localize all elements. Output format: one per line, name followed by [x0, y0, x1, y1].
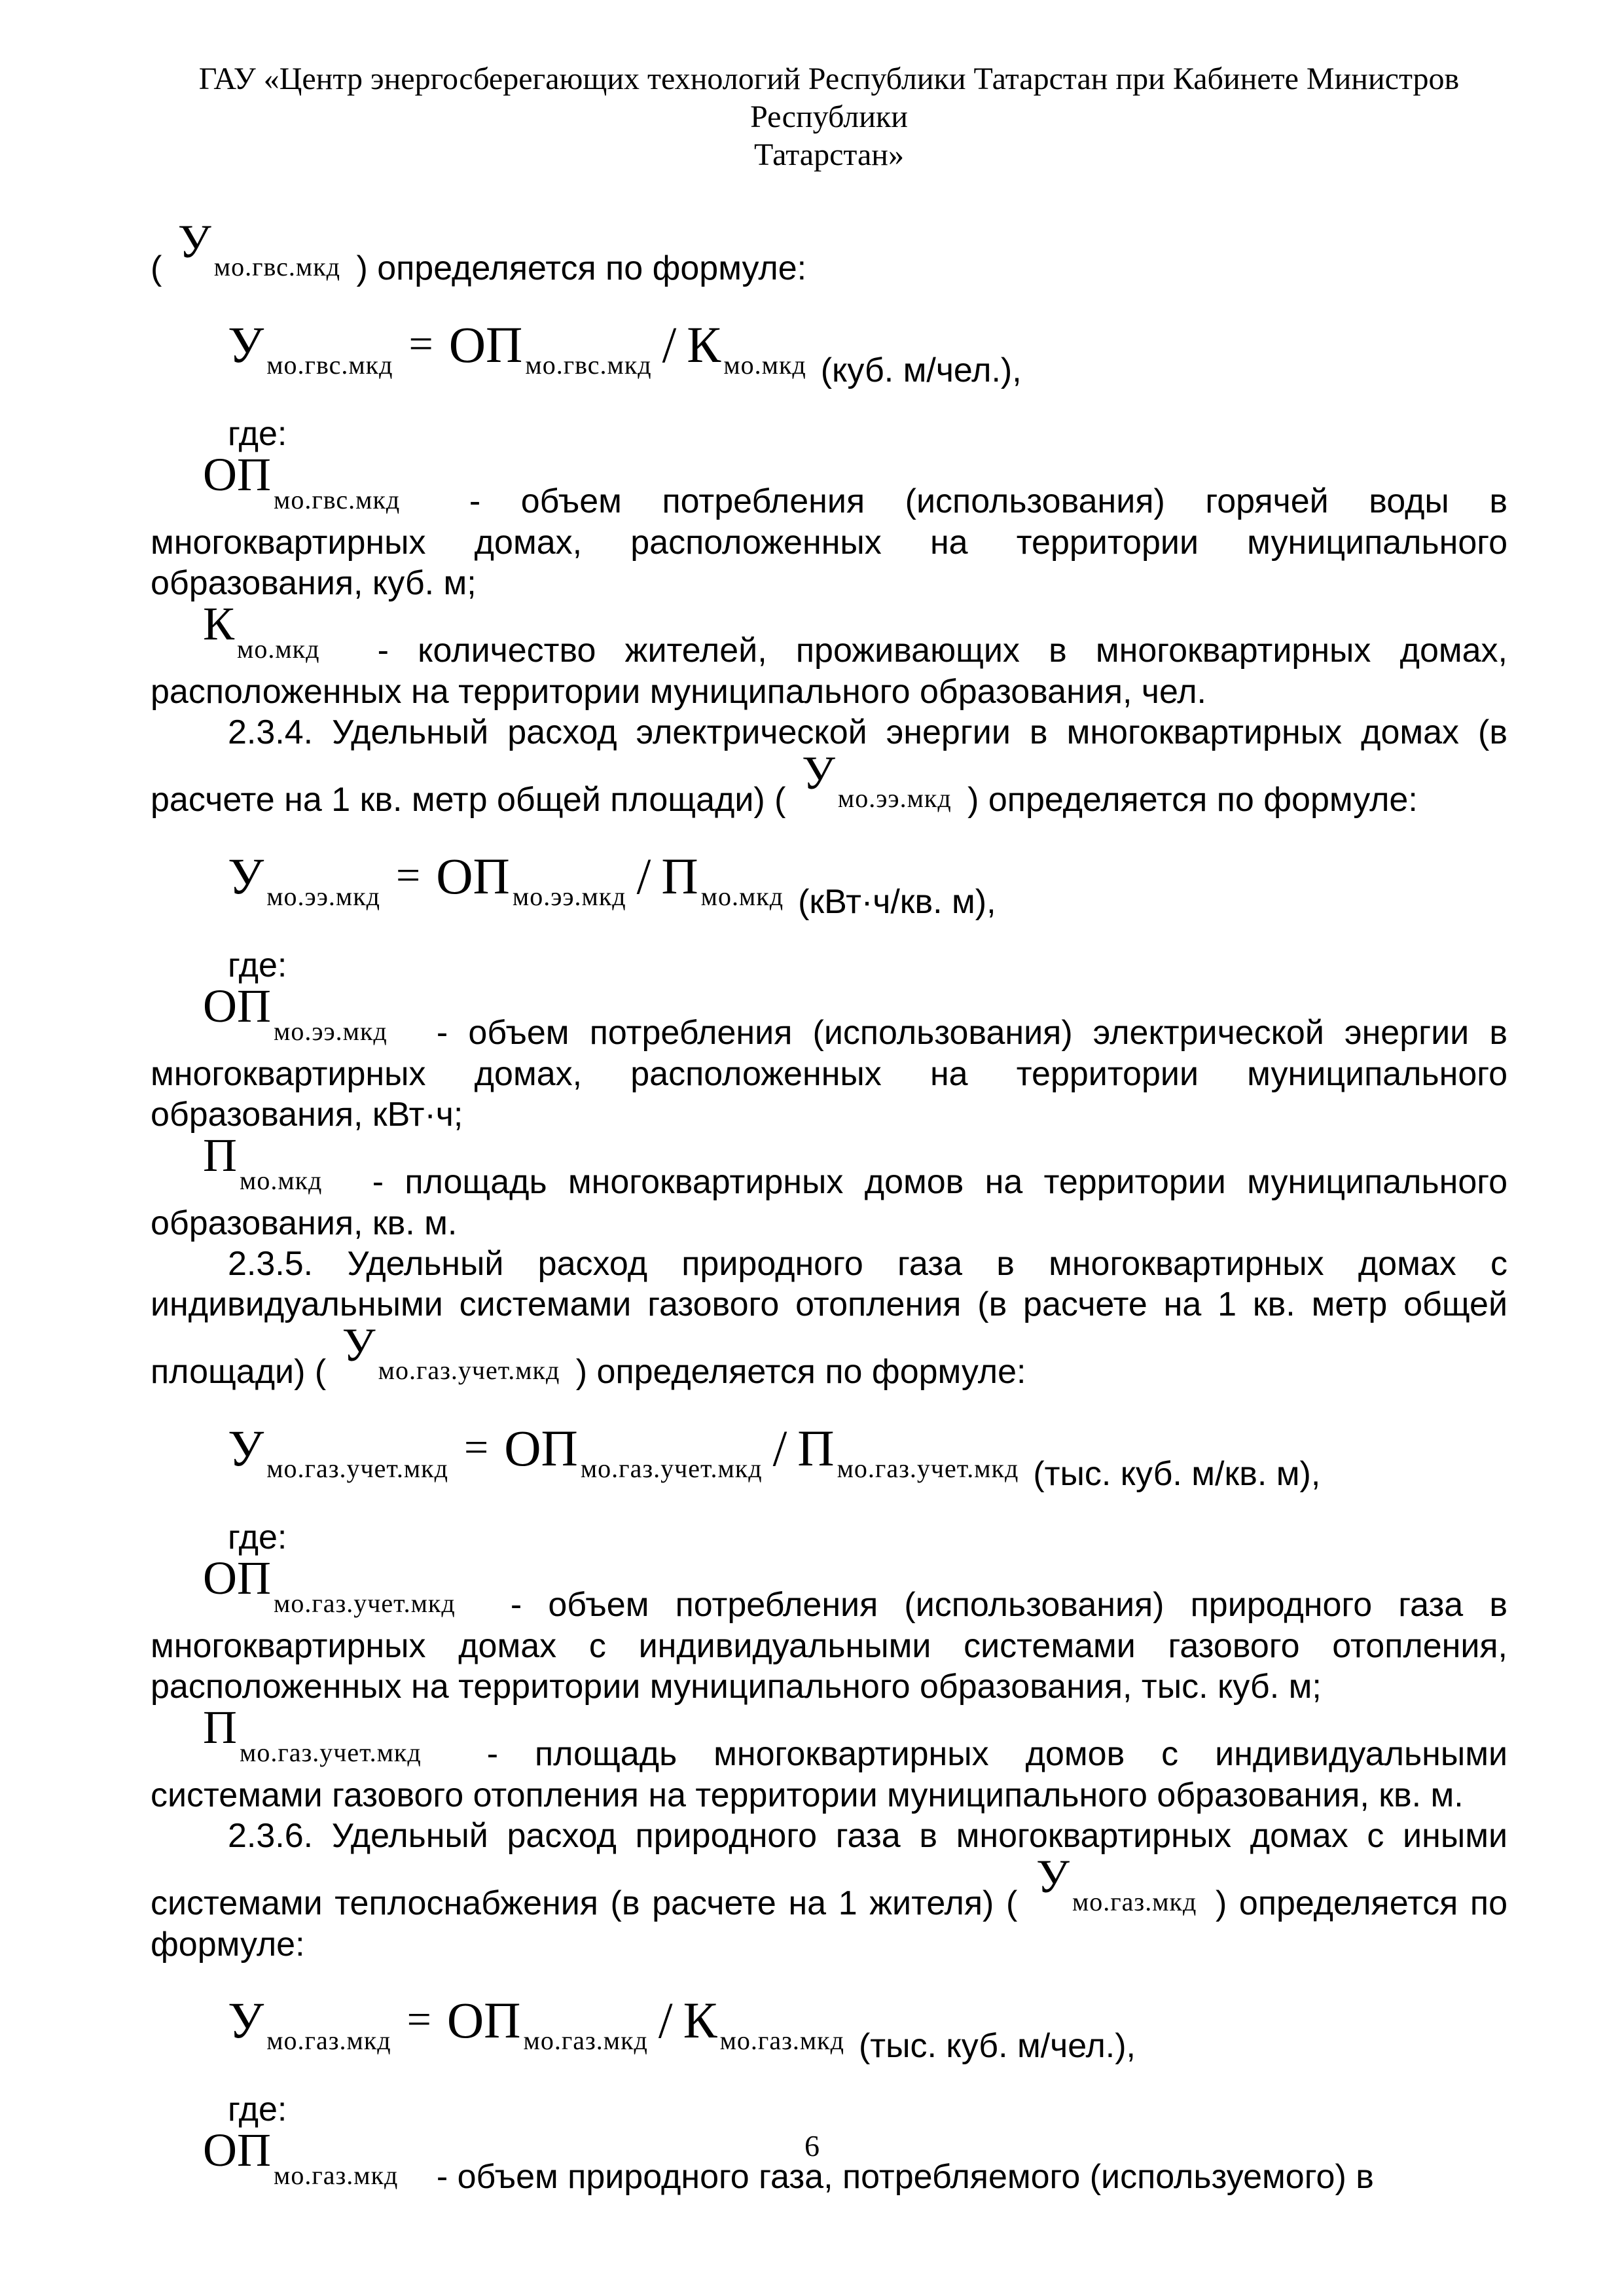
- definition-op-gvs: [151, 448, 1507, 603]
- formula-numerator: ОП: [446, 1992, 521, 2049]
- intro-text: ) определяется по формуле:: [356, 249, 807, 287]
- document-header: [151, 60, 1507, 174]
- symbol-base: У: [342, 1319, 376, 1371]
- equals-sign: =: [406, 1996, 431, 2043]
- symbol-base: П: [203, 1701, 237, 1753]
- symbol-subscript: мо.мкд: [240, 1166, 323, 1195]
- symbol-subscript: мо.мкд: [237, 634, 320, 664]
- division-slash: /: [636, 848, 651, 905]
- formula-symbol-u-gaz-uchet: [342, 1319, 560, 1391]
- intro-open-paren: (: [151, 249, 162, 287]
- formula-symbol-op-gaz-uchet: [203, 1552, 456, 1624]
- formula-denominator: К: [683, 1992, 717, 2049]
- formula-denominator: П: [661, 848, 698, 905]
- symbol-base: ОП: [203, 980, 271, 1032]
- formula-units: (тыс. куб. м/кв. м),: [1033, 1455, 1321, 1493]
- symbol-base: У: [801, 747, 835, 799]
- formula-symbol-op-gaz: [203, 2124, 399, 2196]
- where-label-2: где:: [228, 946, 287, 984]
- formula-lhs: У: [228, 848, 264, 905]
- definition-p-gaz-uchet: [151, 1701, 1507, 1816]
- formula-symbol-k-mkd: [203, 598, 320, 670]
- formula-numerator-subscript: мо.газ.мкд: [523, 2026, 648, 2055]
- formula-lhs: У: [228, 1420, 264, 1477]
- formula-block-ee: [151, 847, 1507, 922]
- document-content: [151, 0, 1507, 2198]
- formula-denominator-subscript: мо.мкд: [700, 882, 784, 911]
- symbol-base: ОП: [203, 448, 271, 501]
- symbol-subscript: мо.гвс.мкд: [213, 252, 340, 281]
- paragraph-2-3-6: [151, 1816, 1507, 1965]
- formula-numerator-subscript: мо.газ.учет.мкд: [580, 1454, 763, 1483]
- symbol-subscript: мо.ээ.мкд: [274, 1016, 388, 1046]
- formula-numerator-subscript: мо.ээ.мкд: [512, 882, 626, 911]
- symbol-base: ОП: [203, 1552, 271, 1604]
- equals-sign: =: [395, 852, 421, 899]
- symbol-base: П: [203, 1129, 237, 1181]
- symbol-subscript: мо.газ.учет.мкд: [274, 1588, 456, 1618]
- formula-units: (кВт·ч/кв. м),: [798, 883, 996, 921]
- paragraph-intro: [151, 215, 1507, 289]
- paragraph-text: 2.3.4. Удельный расход электрической энергии в многоквартирных домах (в расчете на 1 кв. метр общей площади) (: [151, 713, 1507, 819]
- paragraph-text-end: ) определяется по формуле:: [151, 1884, 1508, 1964]
- equals-sign: =: [463, 1424, 489, 1471]
- formula-denominator-subscript: мо.газ.мкд: [719, 2026, 844, 2055]
- formula-denominator: П: [797, 1420, 835, 1477]
- symbol-subscript: мо.газ.учет.мкд: [240, 1738, 422, 1767]
- formula-symbol-op-gvs: [203, 448, 401, 520]
- formula-lhs: У: [228, 316, 264, 373]
- header-line-1: ГАУ «Центр энергосберегающих технологий Республики Татарстан при Кабинете Министров Республики: [198, 62, 1460, 134]
- formula-lhs-subscript: мо.ээ.мкд: [266, 882, 380, 911]
- paragraph-text-end: ) определяется по формуле:: [967, 781, 1418, 819]
- formula-units: (тыс. куб. м/чел.),: [858, 2027, 1136, 2065]
- equals-sign: =: [408, 320, 433, 368]
- definition-text: - площадь многоквартирных домов с индивидуальными системами газового отопления на территории муниципального образования, кв. м.: [151, 1735, 1507, 1814]
- page-number: 6: [804, 2129, 820, 2162]
- where-label-4: где:: [228, 2090, 287, 2128]
- formula-block-gvs: [151, 315, 1507, 390]
- formula-denominator-subscript: мо.мкд: [723, 350, 806, 380]
- symbol-subscript: мо.газ.мкд: [1072, 1887, 1197, 1916]
- formula-symbol-p-mkd: [203, 1129, 323, 1201]
- symbol-subscript: мо.ээ.мкд: [837, 783, 952, 813]
- symbol-base: К: [203, 598, 235, 650]
- formula-numerator: ОП: [504, 1420, 578, 1477]
- paragraph-2-3-4: [151, 712, 1507, 821]
- where-label-3: где:: [228, 1518, 287, 1556]
- paragraph-text-end: ) определяется по формуле:: [575, 1353, 1026, 1391]
- division-slash: /: [658, 1992, 673, 2049]
- paragraph-text: 2.3.6. Удельный расход природного газа в многоквартирных домах с иными системами теплоснабжения (в расчете на 1 жителя) (: [151, 1817, 1507, 1922]
- formula-symbol-op-ee: [203, 980, 388, 1052]
- definition-text: - площадь многоквартирных домов на территории муниципального образования, кв. м.: [151, 1163, 1507, 1242]
- definition-p-mkd: [151, 1129, 1507, 1244]
- symbol-subscript: мо.газ.мкд: [274, 2161, 399, 2190]
- formula-numerator: ОП: [448, 316, 523, 373]
- definition-k-mkd: [151, 598, 1507, 712]
- symbol-base: У: [1036, 1850, 1070, 1903]
- formula-symbol-u-ee: [801, 747, 952, 819]
- formula-lhs: У: [228, 1992, 264, 2049]
- formula-block-gaz-uchet: [151, 1419, 1507, 1494]
- symbol-subscript: мо.газ.учет.мкд: [378, 1355, 560, 1385]
- definition-text: - количество жителей, проживающих в многоквартирных домах, расположенных на территории муниципального образования, чел.: [151, 632, 1507, 711]
- formula-lhs-subscript: мо.газ.учет.мкд: [266, 1454, 448, 1483]
- formula-lhs-subscript: мо.газ.мкд: [266, 2026, 391, 2055]
- formula-lhs-subscript: мо.гвс.мкд: [266, 350, 393, 380]
- definition-text: - объем потребления (использования) горячей воды в многоквартирных домах, расположенных на территории муниципального образования, куб. м;: [151, 482, 1507, 602]
- symbol-subscript: мо.гвс.мкд: [274, 485, 401, 514]
- definition-op-gaz-uchet: [151, 1552, 1507, 1707]
- formula-block-gaz: [151, 1991, 1507, 2066]
- definition-text: - объем потребления (использования) электрической энергии в многоквартирных домах, расположенных на территории муниципального образования, кВт·ч;: [151, 1014, 1507, 1134]
- paragraph-2-3-5: [151, 1244, 1507, 1393]
- paragraph-text: 2.3.5. Удельный расход природного газа в многоквартирных домах с индивидуальными системами газового отопления (в расчете на 1 кв. метр общей площади) (: [151, 1245, 1507, 1391]
- symbol-base: У: [177, 215, 211, 268]
- definition-text: - объем природного газа, потребляемого (используемого) в: [436, 2158, 1374, 2196]
- definition-op-ee: [151, 980, 1507, 1135]
- formula-numerator: ОП: [436, 848, 510, 905]
- formula-symbol-u-gvs: [177, 215, 340, 287]
- division-slash: /: [662, 316, 677, 373]
- definition-text: - объем потребления (использования) природного газа в многоквартирных домах с индивидуальными системами газового отопления, расположенных на территории муниципального образования, тыс. куб. м;: [151, 1586, 1507, 1706]
- header-line-2: Татарстан»: [754, 137, 904, 172]
- formula-denominator: К: [687, 316, 721, 373]
- formula-symbol-p-gaz-uchet: [203, 1701, 422, 1773]
- division-slash: /: [772, 1420, 787, 1477]
- formula-symbol-u-gaz: [1036, 1850, 1197, 1922]
- formula-units: (куб. м/чел.),: [820, 351, 1022, 389]
- formula-numerator-subscript: мо.гвс.мкд: [525, 350, 652, 380]
- formula-denominator-subscript: мо.газ.учет.мкд: [837, 1454, 1019, 1483]
- symbol-base: ОП: [203, 2124, 271, 2176]
- where-label-1: где:: [228, 415, 287, 453]
